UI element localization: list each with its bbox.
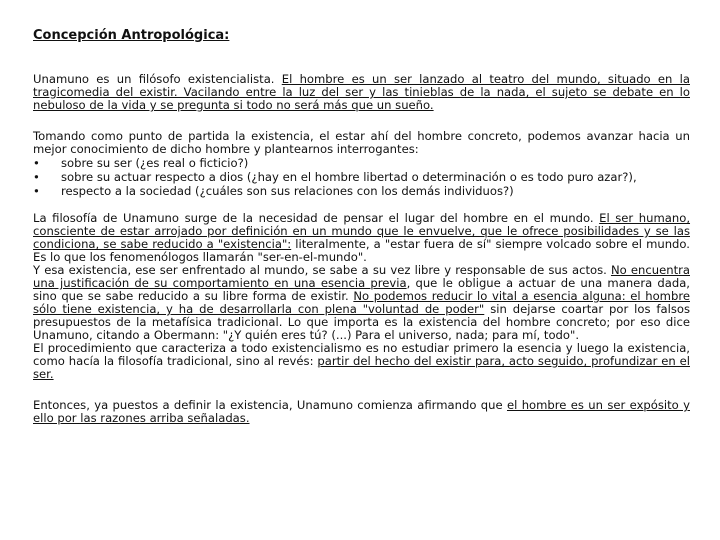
list-item: • sobre su ser (¿es real o ficticio?) bbox=[33, 156, 249, 170]
paragraph-intro bbox=[33, 73, 690, 112]
paragraph-conclusion: Entonces, ya puestos a definir la existencia, Unamuno comienza afirmando que el hombre es un ser expósito y ello por las razones arriba señaladas. bbox=[33, 398, 690, 425]
questions-list bbox=[33, 156, 690, 198]
list-item: • sobre su actuar respecto a dios (¿hay en el hombre libertad o determinación o es todo puro azar?), bbox=[33, 170, 637, 184]
paragraph-philosophy: La filosofía de Unamuno surge de la necesidad de pensar el lugar del hombre en el mundo. El ser humano, consciente de estar arrojado por definición en un mundo que le envuelve, que le ofrece posibilidades y se las condiciona, se sabe reducido a "existencia": literalmente, a "estar fuera de sí" siempre volcado sobre el mundo. Es lo que los fenomenólogos llamarán "ser-en-el-mundo". bbox=[33, 211, 691, 264]
list-item: • respecto a la sociedad (¿cuáles son sus relaciones con los demás individuos?) bbox=[33, 184, 514, 198]
paragraph-procedure: El procedimiento que caracteriza a todo existencialismo es no estudiar primero la esencia y luego la existencia, como hacía la filosofía tradicional, sino al revés: partir del hecho del existir para, acto seguido, profundizar en el ser. bbox=[33, 341, 690, 381]
bullet-icon: • bbox=[33, 184, 40, 198]
intro-text: Unamuno es un filósofo existencialista. bbox=[33, 72, 282, 86]
bullet-icon: • bbox=[33, 156, 40, 170]
intro-underlined-text: El hombre es un ser lanzado al teatro del mundo, situado en la tragicomedia del existir. Vacilando entre la luz del ser y las tinieblas de la nada, el sujeto se debate en lo nebuloso de la vida y se pregunta si todo no será más que un sueño. bbox=[33, 72, 690, 112]
bullet-icon: • bbox=[33, 170, 40, 184]
paragraph-existence: Y esa existencia, ese ser enfrentado al mundo, se sabe a su vez libre y responsable de sus actos. No encuentra una justificación de su comportamiento en una esencia previa, que le obligue a actuar de una manera dada, sino que se sabe reducido a su libre forma de existir. No podemos reducir lo vital a esencia alguna: el hombre sólo tiene existencia, y ha de desarrollarla con plena "voluntad de poder" sin dejarse coartar por los falsos presupuestos de la metafísica tradicional. Lo que importa es la existencia del hombre concreto; por eso dice Unamuno, citando a Obermann: "¿Y quién eres tú? (...) Para el universo, nada; para mí, todo". bbox=[33, 263, 691, 342]
paragraph-questions: Tomando como punto de partida la existencia, el estar ahí del hombre concreto, podemos avanzar hacia un mejor conocimiento de dicho hombre y plantearnos interrogantes: bbox=[33, 129, 690, 156]
section-title: Concepción Antropológica: bbox=[33, 28, 230, 43]
